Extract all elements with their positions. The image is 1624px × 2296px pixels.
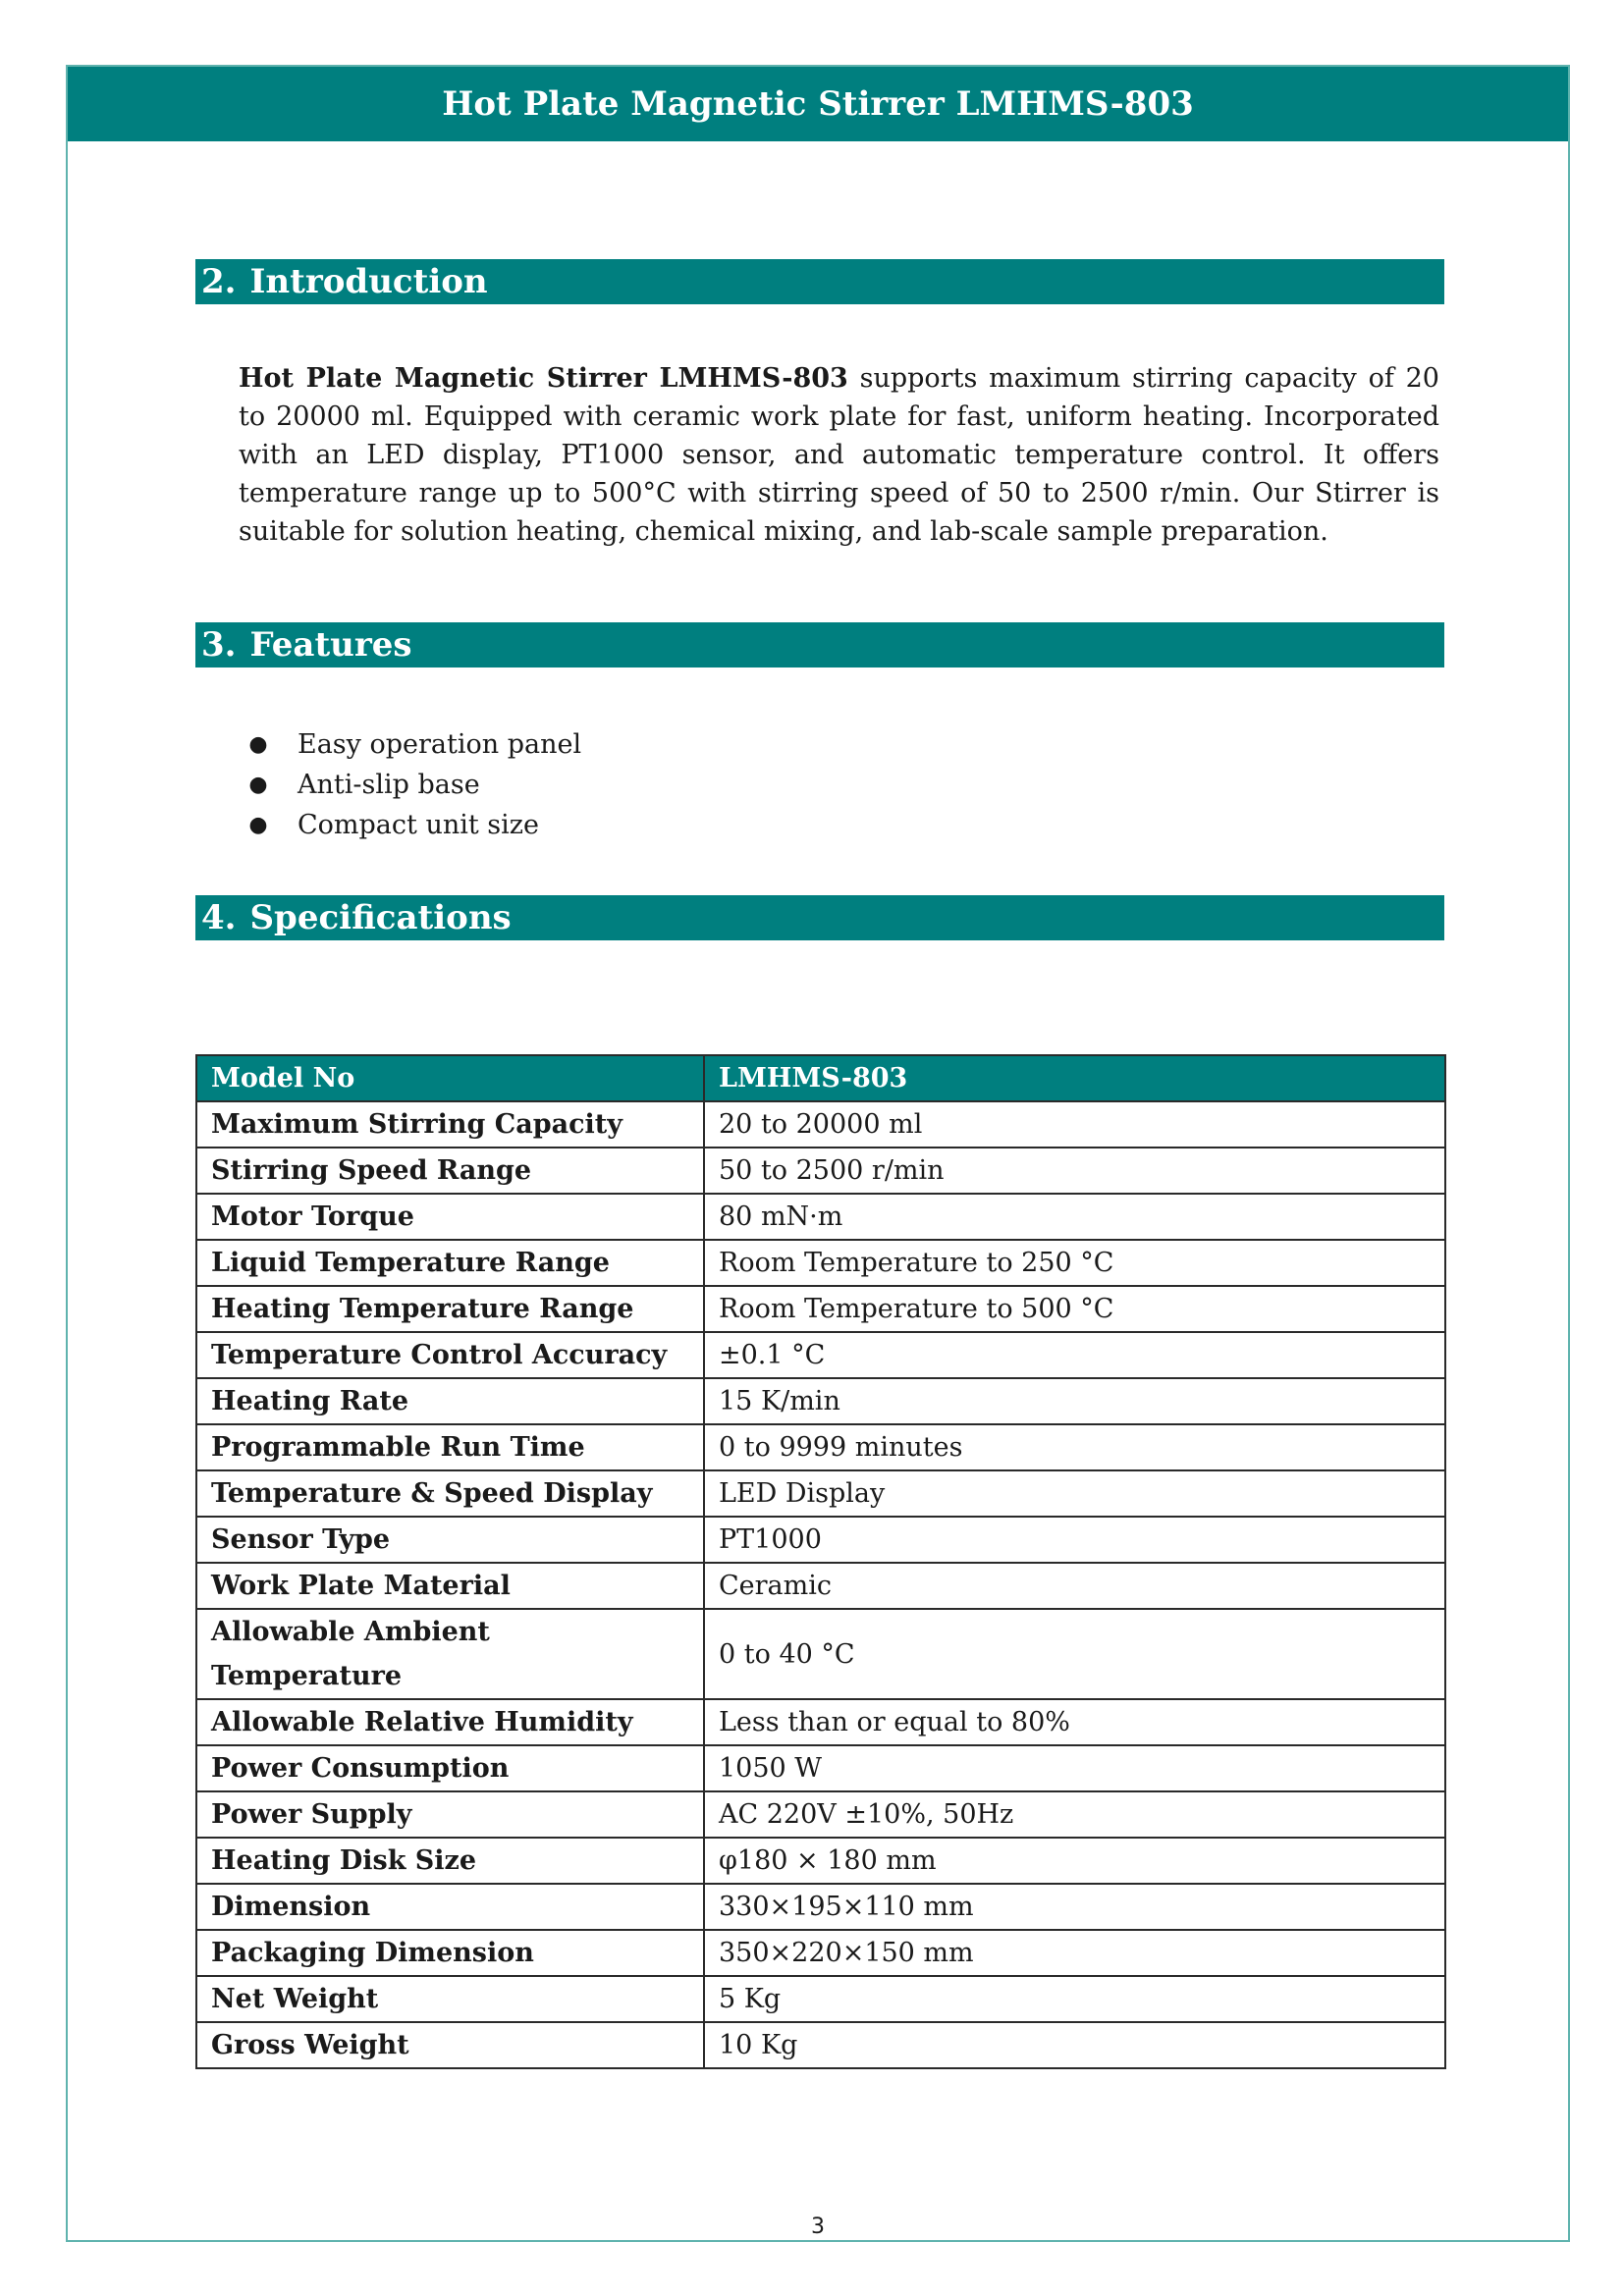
spec-value: 0 to 9999 minutes xyxy=(704,1424,1445,1470)
table-row xyxy=(196,1884,1445,1930)
page-title xyxy=(68,67,1568,141)
table-row xyxy=(196,1286,1445,1332)
feature-text: Easy operation panel xyxy=(298,729,582,760)
page-number: 3 xyxy=(811,2215,825,2239)
spec-value: Less than or equal to 80% xyxy=(704,1699,1445,1745)
table-row xyxy=(196,1563,1445,1609)
page-frame xyxy=(66,65,1570,2242)
introduction-body: supports maximum stirring capacity of 20 to 20000 ml. Equipped with ceramic work plate for fast, uniform heating. Incorporated with an LED display, PT1000 sensor, and automatic temperature control. It offers temperature range up to 500°C with stirring speed of 50 to 2500 r/min. Our Stirrer is suitable for solution heating, chemical mixing, and lab-scale sample preparation. xyxy=(239,363,1439,547)
section-heading-specifications xyxy=(195,895,1444,940)
table-row xyxy=(196,1424,1445,1470)
table-row xyxy=(196,1699,1445,1745)
bullet-icon: ● xyxy=(248,732,268,757)
section-number: 3. xyxy=(201,625,237,665)
spec-value: 50 to 2500 r/min xyxy=(704,1148,1445,1194)
table-row xyxy=(196,1470,1445,1517)
specifications-table xyxy=(195,1054,1446,2069)
spec-value: 350×220×150 mm xyxy=(704,1930,1445,1976)
bullet-icon: ● xyxy=(248,813,268,837)
section-title: Features xyxy=(249,625,412,665)
table-row xyxy=(196,1194,1445,1240)
spec-value: φ180 × 180 mm xyxy=(704,1838,1445,1884)
spec-key: Temperature & Speed Display xyxy=(196,1470,704,1517)
spec-value: 5 Kg xyxy=(704,1976,1445,2022)
table-row xyxy=(196,1101,1445,1148)
page-title-text: Hot Plate Magnetic Stirrer LMHMS-803 xyxy=(442,84,1194,124)
feature-text: Compact unit size xyxy=(298,810,539,840)
table-row xyxy=(196,1745,1445,1791)
spec-key: Packaging Dimension xyxy=(196,1930,704,1976)
spec-key: Programmable Run Time xyxy=(196,1424,704,1470)
header-key-cell: Model No xyxy=(196,1055,704,1101)
spec-key: Power Consumption xyxy=(196,1745,704,1791)
spec-key: Stirring Speed Range xyxy=(196,1148,704,1194)
table-row xyxy=(196,1332,1445,1378)
spec-value: 330×195×110 mm xyxy=(704,1884,1445,1930)
spec-value: 80 mN·m xyxy=(704,1194,1445,1240)
spec-value: 20 to 20000 ml xyxy=(704,1101,1445,1148)
spec-key: Allowable Relative Humidity xyxy=(196,1699,704,1745)
table-row xyxy=(196,1791,1445,1838)
spec-value: Ceramic xyxy=(704,1563,1445,1609)
section-title: Specifications xyxy=(249,898,512,937)
table-row xyxy=(196,1838,1445,1884)
table-row xyxy=(196,1148,1445,1194)
spec-key: Heating Disk Size xyxy=(196,1838,704,1884)
table-row xyxy=(196,1930,1445,1976)
introduction-lead: Hot Plate Magnetic Stirrer LMHMS-803 xyxy=(239,363,848,394)
features-list xyxy=(248,724,581,845)
spec-key: Dimension xyxy=(196,1884,704,1930)
table-row xyxy=(196,1976,1445,2022)
spec-key: Sensor Type xyxy=(196,1517,704,1563)
section-number: 2. xyxy=(201,262,237,301)
spec-key: Heating Rate xyxy=(196,1378,704,1424)
section-number: 4. xyxy=(201,898,237,937)
spec-key: Maximum Stirring Capacity xyxy=(196,1101,704,1148)
table-row xyxy=(196,1378,1445,1424)
section-heading-features xyxy=(195,622,1444,667)
spec-key: Power Supply xyxy=(196,1791,704,1838)
bullet-icon: ● xyxy=(248,773,268,797)
spec-value: Room Temperature to 500 °C xyxy=(704,1286,1445,1332)
table-row xyxy=(196,1609,1445,1699)
spec-value: ±0.1 °C xyxy=(704,1332,1445,1378)
section-heading-introduction xyxy=(195,259,1444,304)
spec-value: Room Temperature to 250 °C xyxy=(704,1240,1445,1286)
spec-value: 1050 W xyxy=(704,1745,1445,1791)
table-row xyxy=(196,1240,1445,1286)
spec-value: PT1000 xyxy=(704,1517,1445,1563)
list-item xyxy=(248,805,581,845)
table-header-row xyxy=(196,1055,1445,1101)
list-item xyxy=(248,724,581,765)
spec-value: 10 Kg xyxy=(704,2022,1445,2068)
table-row xyxy=(196,1517,1445,1563)
spec-key: Gross Weight xyxy=(196,2022,704,2068)
spec-key: Temperature Control Accuracy xyxy=(196,1332,704,1378)
header-value-cell: LMHMS-803 xyxy=(704,1055,1445,1101)
spec-value: 0 to 40 °C xyxy=(704,1609,1445,1699)
spec-value: AC 220V ±10%, 50Hz xyxy=(704,1791,1445,1838)
spec-key: Work Plate Material xyxy=(196,1563,704,1609)
table-row xyxy=(196,2022,1445,2068)
spec-value: LED Display xyxy=(704,1470,1445,1517)
feature-text: Anti-slip base xyxy=(298,770,480,800)
spec-value: 15 K/min xyxy=(704,1378,1445,1424)
list-item xyxy=(248,765,581,805)
spec-key: Allowable Ambient Temperature xyxy=(196,1609,704,1699)
section-title: Introduction xyxy=(249,262,488,301)
spec-key: Net Weight xyxy=(196,1976,704,2022)
spec-key: Heating Temperature Range xyxy=(196,1286,704,1332)
spec-key: Motor Torque xyxy=(196,1194,704,1240)
introduction-paragraph xyxy=(239,359,1439,551)
spec-key: Liquid Temperature Range xyxy=(196,1240,704,1286)
